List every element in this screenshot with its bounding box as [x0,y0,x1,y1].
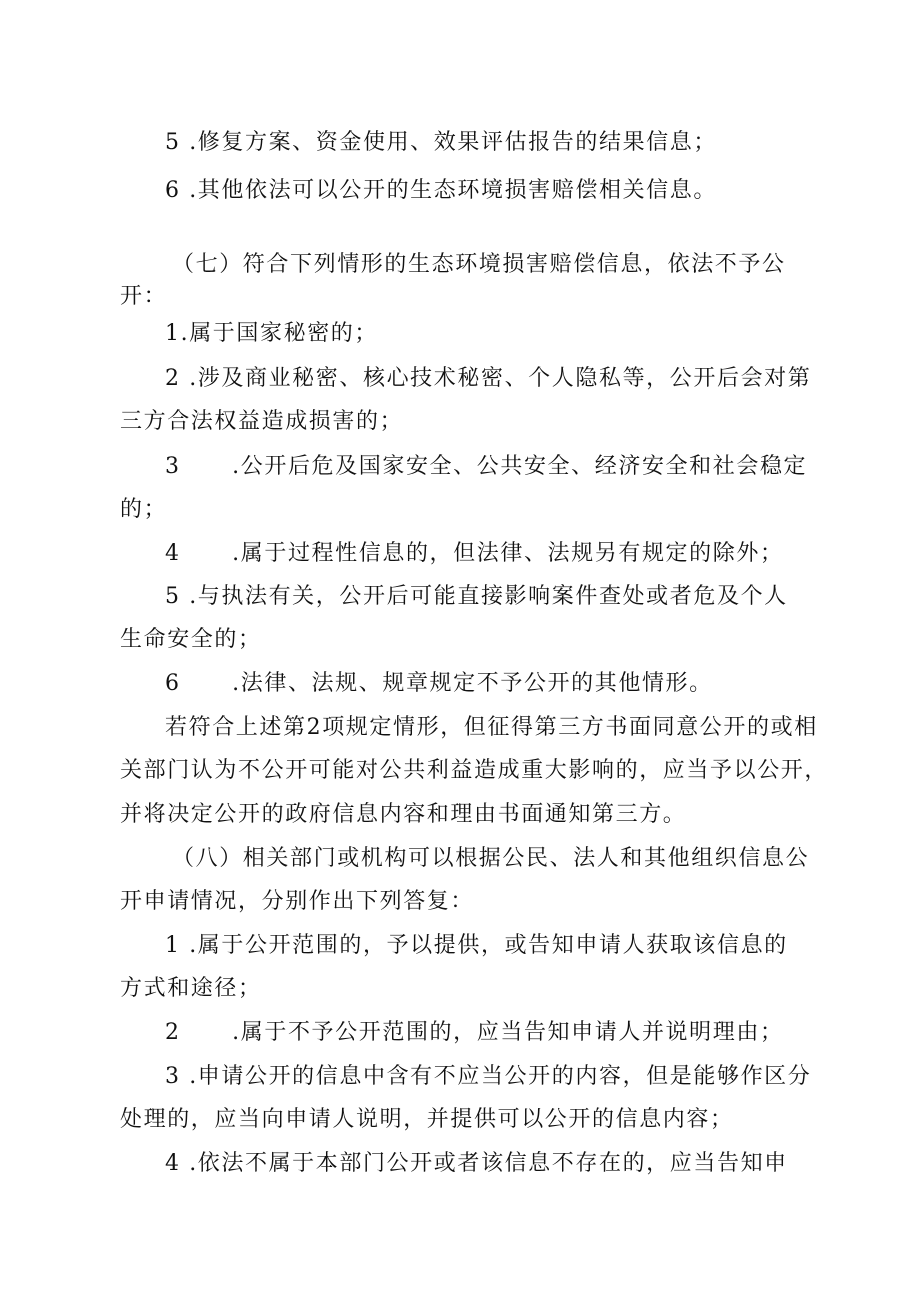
section-7-heading-cont: 开： [120,284,168,309]
sec8-item-1: 1 .属于公开范围的，予以提供，或告知申请人获取该信息的 [165,933,788,958]
section-8-heading-cont: 开申请情况，分别作出下列答复： [120,889,475,914]
sec7-item-6: 6 .法律、法规、规章规定不予公开的其他情形。 [165,671,713,696]
sec8-item-3: 3 .申请公开的信息中含有不应当公开的内容，但是能够作区分 [165,1064,812,1089]
sec7-exception-para: 若符合上述第2项规定情形，但征得第三方书面同意公开的或相 [165,715,818,740]
sec7-exception-para-cont-1: 关部门认为不公开可能对公共利益造成重大影响的，应当予以公开， [120,758,829,783]
section-7-heading: （七）符合下列情形的生态环境损害赔偿信息，依法不予公 [172,252,786,277]
sec8-item-2: 2 .属于不予公开范围的，应当告知申请人并说明理由； [165,1020,784,1045]
sec8-item-4: 4 .依法不属于本部门公开或者该信息不存在的，应当告知申 [165,1151,788,1176]
sec7-item-5-cont: 生命安全的； [120,627,262,652]
sec8-item-3-cont: 处理的，应当向申请人说明，并提供可以公开的信息内容； [120,1107,734,1132]
sec7-item-1: 1.属于国家秘密的； [165,321,378,346]
sec7-item-4: 4 .属于过程性信息的，但法律、法规另有规定的除外； [165,541,784,566]
line-item-6-other: 6 .其他依法可以公开的生态环境损害赔偿相关信息。 [165,178,717,203]
sec7-item-3: 3 .公开后危及国家安全、公共安全、经济安全和社会稳定 [165,454,808,479]
sec7-item-5: 5 .与执法有关，公开后可能直接影响案件查处或者危及个人 [165,584,788,609]
sec8-item-1-cont: 方式和途径； [120,976,262,1001]
sec7-item-2: 2 .涉及商业秘密、核心技术秘密、个人隐私等，公开后会对第 [165,366,812,391]
sec7-item-3-cont: 的； [120,497,168,522]
sec7-exception-para-cont-2: 并将决定公开的政府信息内容和理由书面通知第三方。 [120,802,687,827]
section-8-heading: （八）相关部门或机构可以根据公民、法人和其他组织信息公 [172,846,810,871]
line-item-5-fixing: 5 .修复方案、资金使用、效果评估报告的结果信息； [165,130,717,155]
sec7-item-2-cont: 三方合法权益造成损害的； [120,409,404,434]
